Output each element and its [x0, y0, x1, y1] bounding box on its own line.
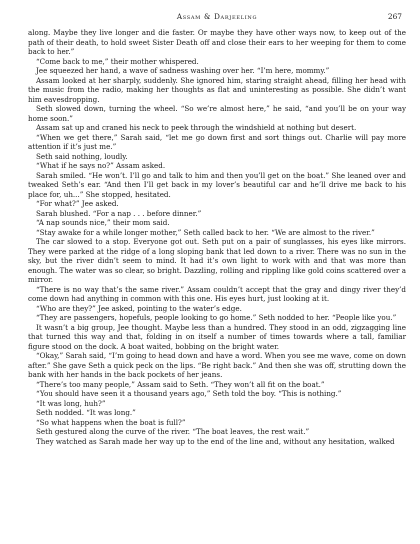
paragraph: Assam sat up and craned his neck to peek through the windshield at nothing but desert. — [36, 123, 357, 132]
paragraph: “They are passengers, hopefuls, people looking to go home.” Seth nodded to her. “People like you.” — [36, 313, 397, 322]
body-text — [28, 28, 406, 446]
paragraph: The car slowed to a stop. Everyone got out. Seth put on a pair of sunglasses, his eyes like mirrors. They were parked at the ridge of a long sloping bank that led down to a river. There was no sun in the sky, but the river didn’t seem to mind. It had it’s own light to work with and that was more than enough. The water was so clear, so bright. Dazzling, rolling and rippling like gold coins scattered over a mirror. — [28, 237, 406, 284]
paragraph: Seth said nothing, loudly. — [36, 151, 128, 161]
paragraph: “Who are they?” Jee asked, pointing to the water’s edge. — [36, 303, 242, 313]
paragraph: “Okay,” Sarah said, “I’m going to head down and have a word. When you see me wave, come on down after.” She gave Seth a quick peck on the lips. “Be right back.” And then she was off, strutting down the bank with her hands in the back pockets of her jeans. — [28, 351, 406, 379]
paragraph: “When we get there,” Sarah said, “let me go down first and sort things out. Charlie will pay more attention if it’s just me.” — [28, 132, 406, 151]
paragraph: “There is no way that’s the same river.” Assam couldn’t accept that the gray and dingy river they’d come down had anything in common with this one. His eyes hurt, just looking at it. — [28, 284, 406, 303]
paragraph: “Come back to me,” their mother whispered. — [36, 56, 199, 66]
paragraph: Sarah smiled. “He won’t. I’ll go and talk to him and then you’ll get on the boat.” She leaned over and tweaked Seth’s ear. “And then I’ll get back in my lover’s beautiful car and he’ll drive me back to his place for, uh...” She stopped, hesitated. — [28, 170, 406, 199]
paragraph: “Stay awake for a while longer mother,” Seth called back to her. “We are almost to the river.” — [36, 227, 375, 237]
paragraph: Sarah blushed. “For a nap . . . before dinner.” — [36, 208, 202, 218]
paragraph: They watched as Sarah made her way up to the end of the line and, without any hesitation, walked — [36, 436, 395, 446]
paragraph: “For what?” Jee asked. — [36, 199, 119, 208]
paragraph: “You should have seen it a thousand years ago,” Seth told the boy. “This is nothing.” — [36, 389, 342, 398]
paragraph: Seth gestured along the curve of the river. “The boat leaves, the rest wait.” — [36, 427, 310, 436]
paragraph: “What if he says no?” Assam asked. — [36, 161, 166, 170]
paragraph: Seth slowed down, turning the wheel. “So we’re almost here,” he said, “and you’ll be on your way home soon.” — [28, 104, 406, 123]
paragraph: Assam looked at her sharply, suddenly. She ignored him, staring straight ahead, filling her head with the music from the radio, making her thoughts as flat and uninteresting as possible. She didn’t want him eavesdropping. — [28, 75, 406, 104]
paragraph: along. Maybe they live longer and die faster. Or maybe they have other ways now, to keep out of the path of their death, to hold sweet Sister Death off and close their ears to her weeping for them to come back to her.” — [28, 28, 406, 56]
paragraph: “So what happens when the boat is full?” — [36, 417, 186, 427]
paragraph: “There’s too many people,” Assam said to Seth. “They won’t all fit on the boat.” — [36, 379, 325, 389]
paragraph: “It was long, huh?” — [36, 398, 106, 408]
running-header — [28, 12, 406, 28]
paragraph: Jee squeezed her hand, a wave of sadness washing over her. “I’m here, mommy.” — [36, 66, 330, 75]
paragraph: Seth nodded. “It was long.” — [36, 408, 136, 417]
page-number: 267 — [387, 12, 402, 21]
running-title: Assam & Darjeeling — [176, 12, 258, 21]
paragraph: It wasn’t a big group, Jee thought. Maybe less than a hundred. They stood in an odd, zigzagging line that turned this way and that, folding in on itself a number of times towards where a tall, familiar figure stood on the dock. A boat waited, bobbing on the bright water. — [28, 322, 406, 351]
paragraph: “A nap sounds nice,” their mom said. — [36, 218, 170, 227]
